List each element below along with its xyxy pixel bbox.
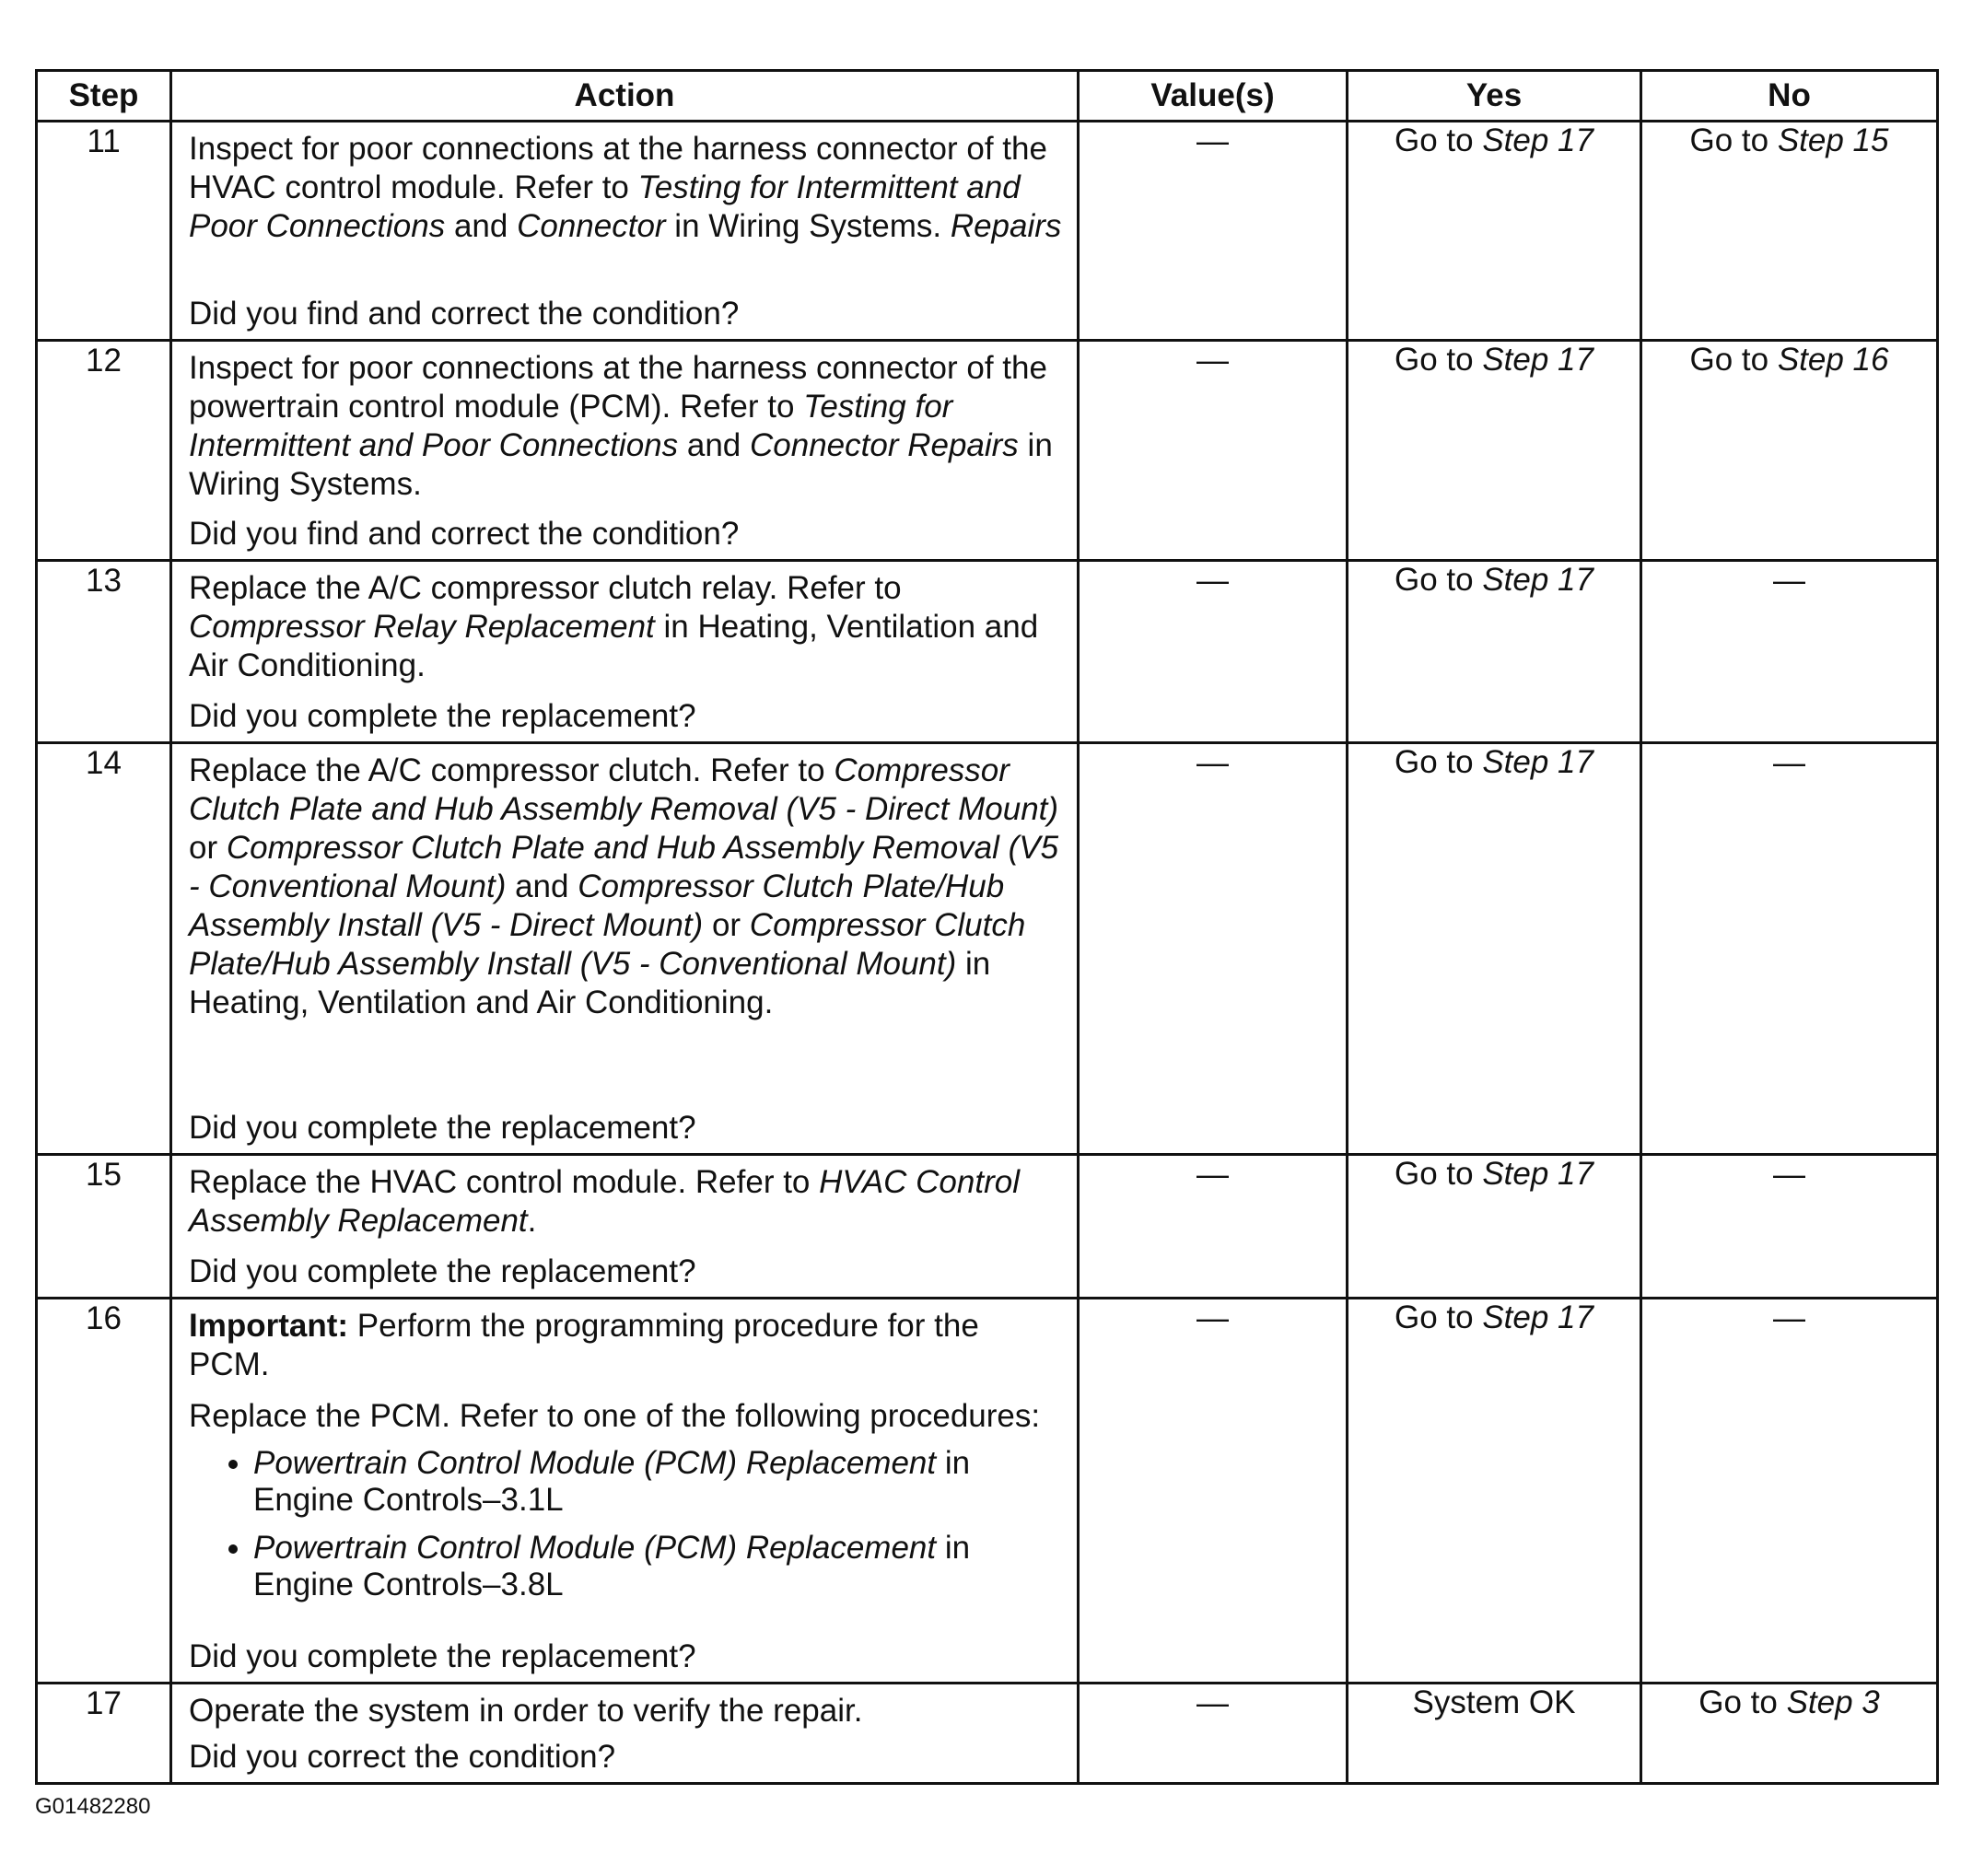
action-question: Did you find and correct the condition? [189, 296, 740, 332]
no-cell: — [1641, 743, 1938, 1155]
action-text: Inspect for poor connections at the harness connector of the powertrain control module (PCM). Refer to Testing for Intermittent and Poor Connections and Connector Repairs in Wiring Systems. [189, 350, 1053, 502]
list-item: • Powertrain Control Module (PCM) Replacement in Engine Controls–3.8L [253, 1530, 1064, 1603]
step-number: 13 [37, 561, 171, 743]
value-cell: — [1079, 743, 1348, 1155]
no-cell: Go to Step 3 [1641, 1684, 1938, 1784]
table-row [37, 1684, 1938, 1784]
no-cell: — [1641, 1155, 1938, 1299]
action-text: Replace the A/C compressor clutch. Refer to Compressor Clutch Plate and Hub Assembly Removal (V5 - Direct Mount) or Compressor Clutch Plate and Hub Assembly Removal (V5 - Conventional Mount) and Compressor Clutch Plate/Hub Assembly Install (V5 - Direct Mount) or Compressor Clutch Plate/Hub Assembly Install (V5 - Conventional Mount) in Heating, Ventilation and Air Conditioning. [189, 752, 1059, 1020]
no-cell: Go to Step 15 [1641, 122, 1938, 341]
step-number: 11 [37, 122, 171, 341]
action-question: Did you complete the replacement? [189, 1110, 696, 1146]
action-cell [171, 122, 1079, 341]
table-row [37, 122, 1938, 341]
yes-step-link[interactable]: Step 17 [1482, 562, 1593, 598]
action-cell [171, 743, 1079, 1155]
table-row [37, 1155, 1938, 1299]
procedure-link[interactable]: Powertrain Control Module (PCM) Replacement [253, 1530, 937, 1566]
procedure-list [189, 1445, 1064, 1603]
no-step-link[interactable]: Step 3 [1786, 1684, 1880, 1720]
yes-cell: Go to Step 17 [1348, 1299, 1641, 1684]
yes-step-link[interactable]: Step 17 [1482, 744, 1593, 780]
no-cell: — [1641, 1299, 1938, 1684]
action-cell [171, 341, 1079, 561]
value-cell: — [1079, 1299, 1348, 1684]
important-note: Important: Perform the programming procedure for the PCM. [189, 1308, 979, 1382]
yes-cell: Go to Step 17 [1348, 122, 1641, 341]
action-question: Did you correct the condition? [189, 1739, 616, 1775]
action-cell [171, 1684, 1079, 1784]
yes-cell [1348, 1684, 1641, 1784]
action-cell [171, 1155, 1079, 1299]
action-question: Did you complete the replacement? [189, 698, 696, 734]
yes-step-link[interactable]: Step 17 [1482, 1156, 1593, 1192]
action-text: Replace the A/C compressor clutch relay. Refer to Compressor Relay Replacement in Heating, Ventilation and Air Conditioning. [189, 570, 1039, 683]
yes-step-link[interactable]: Step 17 [1482, 342, 1593, 378]
procedure-link[interactable]: Powertrain Control Module (PCM) Replacement [253, 1445, 937, 1481]
header-values: Value(s) [1079, 71, 1348, 122]
value-cell: — [1079, 341, 1348, 561]
step-number: 17 [37, 1684, 171, 1784]
step-number: 12 [37, 341, 171, 561]
action-question: Did you complete the replacement? [189, 1638, 696, 1674]
no-step-link[interactable]: Step 15 [1777, 122, 1889, 158]
no-cell: Go to Step 16 [1641, 341, 1938, 561]
value-cell: — [1079, 561, 1348, 743]
figure-id: G01482280 [35, 1794, 151, 1819]
step-number: 16 [37, 1299, 171, 1684]
header-yes: Yes [1348, 71, 1641, 122]
action-text: Inspect for poor connections at the harness connector of the HVAC control module. Refer to Testing for Intermittent and Poor Connections and Connector in Wiring Systems. Repairs [189, 131, 1062, 244]
header-step: Step [37, 71, 171, 122]
header-row [37, 71, 1938, 122]
no-step-link[interactable]: Step 16 [1777, 342, 1889, 378]
action-cell [171, 561, 1079, 743]
yes-step-link[interactable]: Step 17 [1482, 1299, 1593, 1335]
action-cell [171, 1299, 1079, 1684]
yes-result: System OK [1412, 1684, 1576, 1720]
header-no: No [1641, 71, 1938, 122]
step-number: 14 [37, 743, 171, 1155]
value-cell: — [1079, 1155, 1348, 1299]
value-cell: — [1079, 1684, 1348, 1784]
action-body [189, 1307, 1064, 1614]
yes-cell: Go to Step 17 [1348, 743, 1641, 1155]
action-text: Replace the PCM. Refer to one of the following procedures: [189, 1398, 1041, 1434]
table-row [37, 743, 1938, 1155]
table-row [37, 341, 1938, 561]
yes-cell: Go to Step 17 [1348, 561, 1641, 743]
action-question: Did you find and correct the condition? [189, 516, 740, 552]
value-cell: — [1079, 122, 1348, 341]
yes-step-link[interactable]: Step 17 [1482, 122, 1593, 158]
action-text: Operate the system in order to verify the repair. [189, 1693, 863, 1729]
diagnostic-table [35, 69, 1939, 1785]
table-row [37, 1299, 1938, 1684]
step-number: 15 [37, 1155, 171, 1299]
table-row [37, 561, 1938, 743]
action-text: Replace the HVAC control module. Refer to HVAC Control Assembly Replacement. [189, 1164, 1020, 1239]
header-action: Action [171, 71, 1079, 122]
list-item: • Powertrain Control Module (PCM) Replacement in Engine Controls–3.1L [253, 1445, 1064, 1519]
no-cell: — [1641, 561, 1938, 743]
yes-cell: Go to Step 17 [1348, 341, 1641, 561]
important-label: Important: [189, 1308, 349, 1344]
yes-cell: Go to Step 17 [1348, 1155, 1641, 1299]
action-question: Did you complete the replacement? [189, 1253, 696, 1289]
